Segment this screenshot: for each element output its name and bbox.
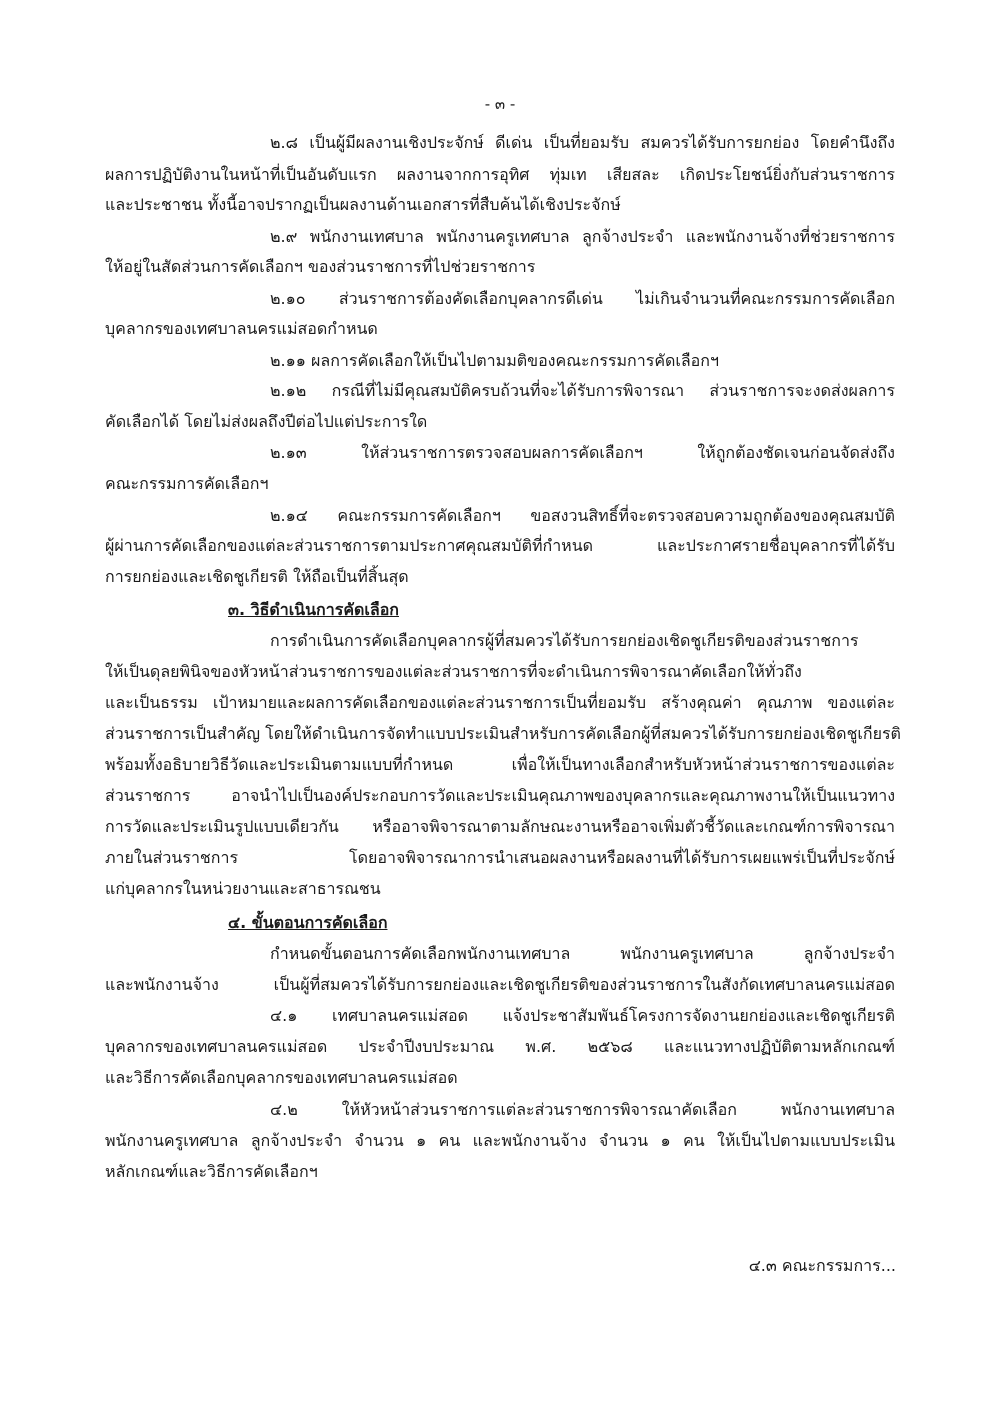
text-line: การวัดและประเมินรูปแบบเดียวกัน หรืออาจพิจารณาตามลักษณะงานหรืออาจเพิ่มตัวชี้วัดและเกณฑ์การพิจารณา	[105, 817, 895, 836]
text-line: และประชาชน ทั้งนี้อาจปรากฏเป็นผลงานด้านเอกสารที่สืบค้นได้เชิงประจักษ์	[105, 195, 621, 214]
text-line: ๒.๙ พนักงานเทศบาล พนักงานครูเทศบาล ลูกจ้างประจำ และพนักงานจ้างที่ช่วยราชการ	[270, 227, 895, 246]
text-line: ๔.๑ เทศบาลนครแม่สอด แจ้งประชาสัมพันธ์โครงการจัดงานยกย่องและเชิดชูเกียรติ	[270, 1006, 895, 1025]
text-line: ๒.๑๓ ให้ส่วนราชการตรวจสอบผลการคัดเลือกฯ ให้ถูกต้องชัดเจนก่อนจัดส่งถึง	[270, 443, 895, 462]
text-line: บุคลากรของเทศบาลนครแม่สอดกำหนด	[105, 319, 378, 338]
text-line: การยกย่องและเชิดชูเกียรติ ให้ถือเป็นที่สิ้นสุด	[105, 567, 409, 586]
text-line: พนักงานครูเทศบาล ลูกจ้างประจำ จำนวน ๑ คน และพนักงานจ้าง จำนวน ๑ คน ให้เป็นไปตามแบบประเมิน	[105, 1131, 895, 1150]
text-line: ให้อยู่ในสัดส่วนการคัดเลือกฯ ของส่วนราชการที่ไปช่วยราชการ	[105, 257, 536, 276]
text-line: ๒.๘ เป็นผู้มีผลงานเชิงประจักษ์ ดีเด่น เป็นที่ยอมรับ สมควรได้รับการยกย่อง โดยคำนึงถึง	[270, 133, 895, 152]
text-line: ส่วนราชการ อาจนำไปเป็นองค์ประกอบการวัดและประเมินคุณภาพของบุคลากรและคุณภาพงานให้เป็นแนวทาง	[105, 786, 895, 805]
text-line: บุคลากรของเทศบาลนครแม่สอด ประจำปีงบประมาณ พ.ศ. ๒๕๖๘ และแนวทางปฏิบัติตามหลักเกณฑ์	[105, 1037, 895, 1056]
section-heading: ๓. วิธีดำเนินการคัดเลือก	[228, 600, 399, 619]
text-line: กำหนดขั้นตอนการคัดเลือกพนักงานเทศบาล พนักงานครูเทศบาล ลูกจ้างประจำ	[270, 944, 895, 963]
text-line: ผู้ผ่านการคัดเลือกของแต่ละส่วนราชการตามประกาศคุณสมบัติที่กำหนด และประกาศรายชื่อบุคลากรที่ได้รับ	[105, 536, 895, 555]
text-line: ๒.๑๔ คณะกรรมการคัดเลือกฯ ขอสงวนสิทธิ์ที่จะตรวจสอบความถูกต้องของคุณสมบัติ	[270, 506, 895, 525]
text-line: พร้อมทั้งอธิบายวิธีวัดและประเมินตามแบบที่กำหนด เพื่อให้เป็นทางเลือกสำหรับหัวหน้าส่วนราชการของแต่ละ	[105, 755, 895, 774]
section-heading: ๔. ขั้นตอนการคัดเลือก	[228, 913, 388, 932]
text-line: ๒.๑๐ ส่วนราชการต้องคัดเลือกบุคลากรดีเด่น ไม่เกินจำนวนที่คณะกรรมการคัดเลือก	[270, 289, 895, 308]
continuation-note: ๔.๓ คณะกรรมการ...	[748, 1256, 896, 1275]
text-line: ๒.๑๒ กรณีที่ไม่มีคุณสมบัติครบถ้วนที่จะได้รับการพิจารณา ส่วนราชการจะงดส่งผลการ	[270, 381, 895, 400]
text-line: คณะกรรมการคัดเลือกฯ	[105, 474, 269, 493]
text-line: ๔.๒ ให้หัวหน้าส่วนราชการแต่ละส่วนราชการพิจารณาคัดเลือก พนักงานเทศบาล	[270, 1100, 895, 1119]
page-number: - ๓ -	[484, 95, 516, 113]
text-line: และพนักงานจ้าง เป็นผู้ที่สมควรได้รับการยกย่องและเชิดชูเกียรติของส่วนราชการในสังกัดเทศบาลนครแม่สอด	[105, 975, 895, 994]
text-line: ให้เป็นดุลยพินิจของหัวหน้าส่วนราชการของแต่ละส่วนราชการที่จะดำเนินการพิจารณาคัดเลือกให้ทั่วถึง	[105, 662, 802, 681]
text-line: และวิธีการคัดเลือกบุคลากรของเทศบาลนครแม่สอด	[105, 1068, 458, 1087]
text-line: และเป็นธรรม เป้าหมายและผลการคัดเลือกของแต่ละส่วนราชการเป็นที่ยอมรับ สร้างคุณค่า คุณภาพ ของแต่ละ	[105, 693, 895, 712]
text-line: ๒.๑๑ ผลการคัดเลือกให้เป็นไปตามมติของคณะกรรมการคัดเลือกฯ	[270, 351, 719, 370]
text-line: ภายในส่วนราชการ โดยอาจพิจารณาการนำเสนอผลงานหรือผลงานที่ได้รับการเผยแพร่เป็นที่ประจักษ์	[105, 848, 895, 867]
text-line: การดำเนินการคัดเลือกบุคลากรผู้ที่สมควรได้รับการยกย่องเชิดชูเกียรติของส่วนราชการ	[270, 631, 859, 650]
text-line: คัดเลือกได้ โดยไม่ส่งผลถึงปีต่อไปแต่ประการใด	[105, 412, 428, 431]
text-line: หลักเกณฑ์และวิธีการคัดเลือกฯ	[105, 1162, 318, 1181]
text-line: ผลการปฏิบัติงานในหน้าที่เป็นอันดับแรก ผลงานจากการอุทิศ ทุ่มเท เสียสละ เกิดประโยชน์ยิ่งกับส่วนราชการ	[105, 165, 895, 184]
text-line: แก่บุคลากรในหน่วยงานและสาธารณชน	[105, 879, 381, 898]
text-line: ส่วนราชการเป็นสำคัญ โดยให้ดำเนินการจัดทำแบบประเมินสำหรับการคัดเลือกผู้ที่สมควรได้รับการยกย่องเชิดชูเกียรติ	[105, 724, 901, 743]
